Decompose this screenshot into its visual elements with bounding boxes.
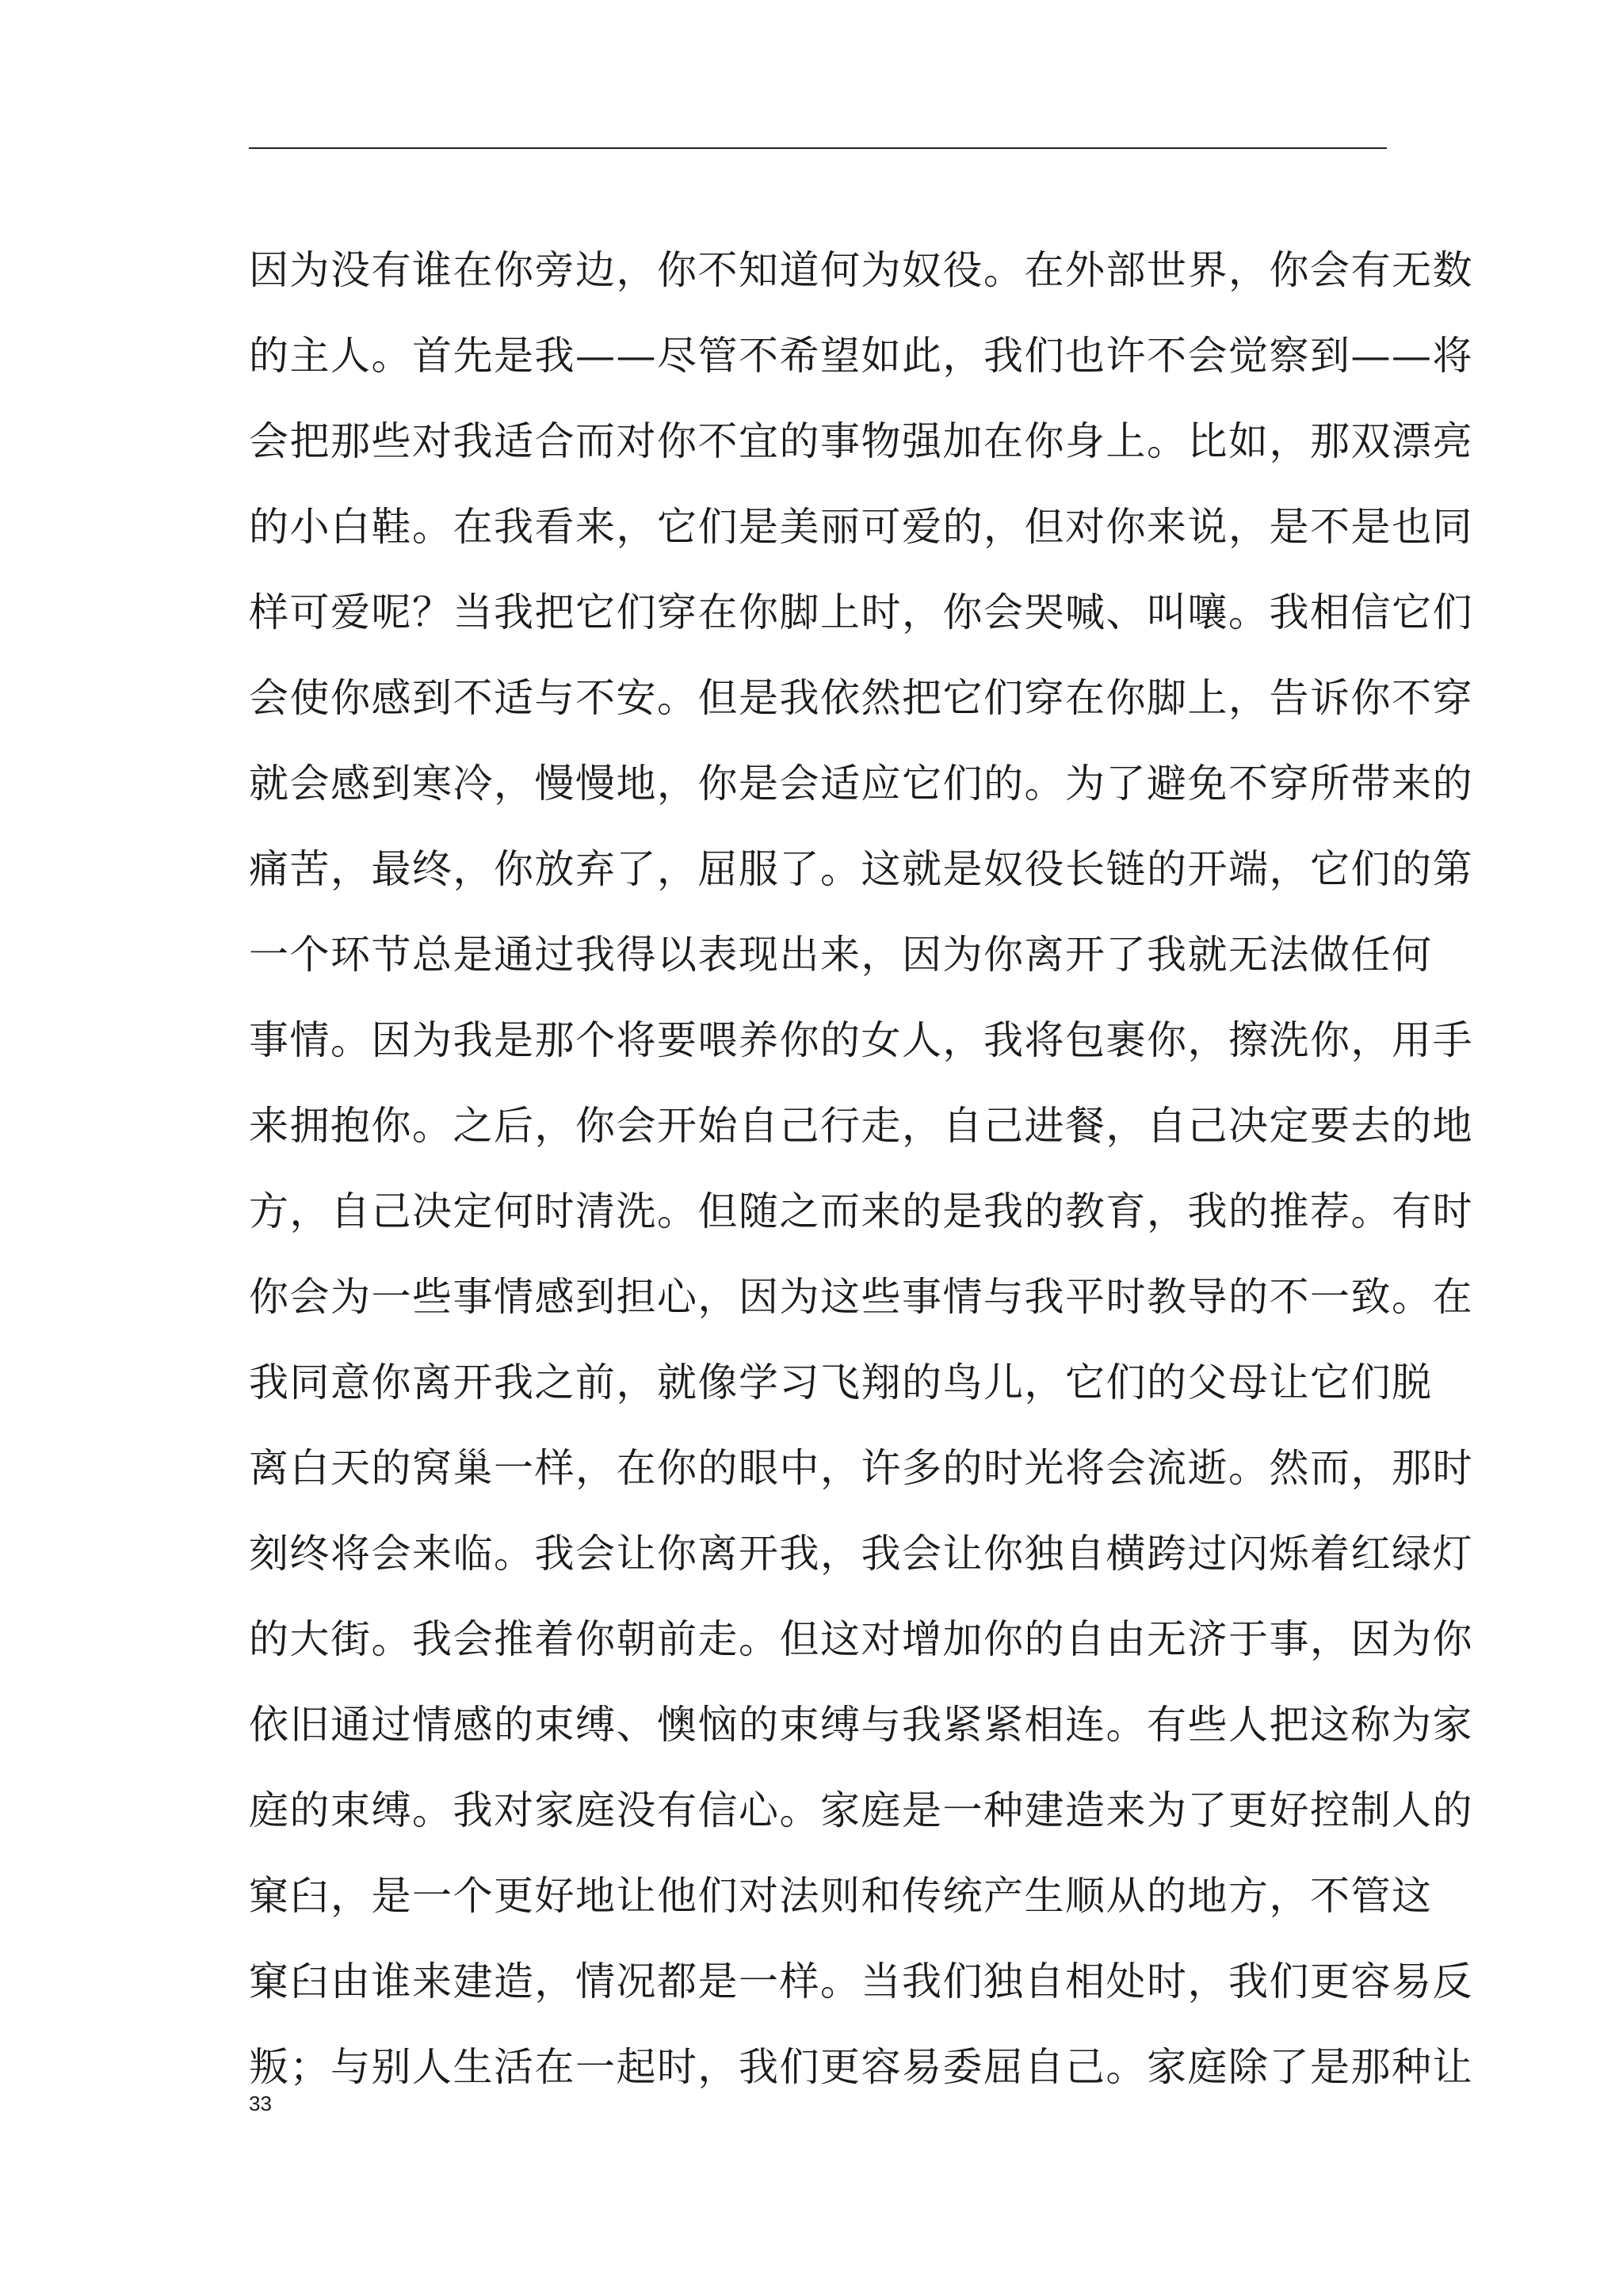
text-line: 一个环节总是通过我得以表现出来，因为你离开了我就无法做任何 [249,932,1433,978]
text-line: 来拥抱你。之后，你会开始自己行走，自己进餐，自己决定要去的地 [249,1103,1473,1149]
text-line: 的主人。首先是我——尽管不希望如此，我们也许不会觉察到——将 [249,333,1473,379]
text-line: 依旧通过情感的束缚、懊恼的束缚与我紧紧相连。有些人把这称为家 [249,1702,1473,1748]
text-line: 痛苦，最终，你放弃了，屈服了。这就是奴役长链的开端，它们的第 [249,846,1473,892]
text-line: 因为没有谁在你旁边，你不知道何为奴役。在外部世界，你会有无数 [249,247,1473,293]
text-line: 就会感到寒冷，慢慢地，你是会适应它们的。为了避免不穿所带来的 [249,761,1473,807]
text-line: 样可爱呢？当我把它们穿在你脚上时，你会哭喊、叫嚷。我相信它们 [249,589,1473,635]
text-line: 你会为一些事情感到担心，因为这些事情与我平时教导的不一致。在 [249,1274,1473,1320]
body-text [249,236,1473,2119]
text-line: 的大街。我会推着你朝前走。但这对增加你的自由无济于事，因为你 [249,1616,1473,1662]
page-number: 33 [249,2092,272,2115]
header-rule [249,147,1387,149]
text-line: 离白天的窝巢一样，在你的眼中，许多的时光将会流逝。然而，那时 [249,1445,1473,1491]
text-line: 方，自己决定何时清洗。但随之而来的是我的教育，我的推荐。有时 [249,1188,1473,1234]
text-line: 叛；与别人生活在一起时，我们更容易委屈自己。家庭除了是那种让 [249,2044,1473,2090]
text-line: 窠臼，是一个更好地让他们对法则和传统产生顺从的地方，不管这 [249,1873,1433,1919]
text-line: 窠臼由谁来建造，情况都是一样。当我们独自相处时，我们更容易反 [249,1958,1473,2004]
text-line: 事情。因为我是那个将要喂养你的女人，我将包裹你，擦洗你，用手 [249,1017,1473,1063]
text-line: 我同意你离开我之前，就像学习飞翔的鸟儿，它们的父母让它们脱 [249,1360,1433,1405]
text-line: 会使你感到不适与不安。但是我依然把它们穿在你脚上，告诉你不穿 [249,675,1473,721]
text-line: 的小白鞋。在我看来，它们是美丽可爱的，但对你来说，是不是也同 [249,504,1473,550]
text-line: 刻终将会来临。我会让你离开我，我会让你独自横跨过闪烁着红绿灯 [249,1531,1473,1577]
text-line: 庭的束缚。我对家庭没有信心。家庭是一种建造来为了更好控制人的 [249,1787,1473,1833]
text-line: 会把那些对我适合而对你不宜的事物强加在你身上。比如，那双漂亮 [249,418,1473,464]
